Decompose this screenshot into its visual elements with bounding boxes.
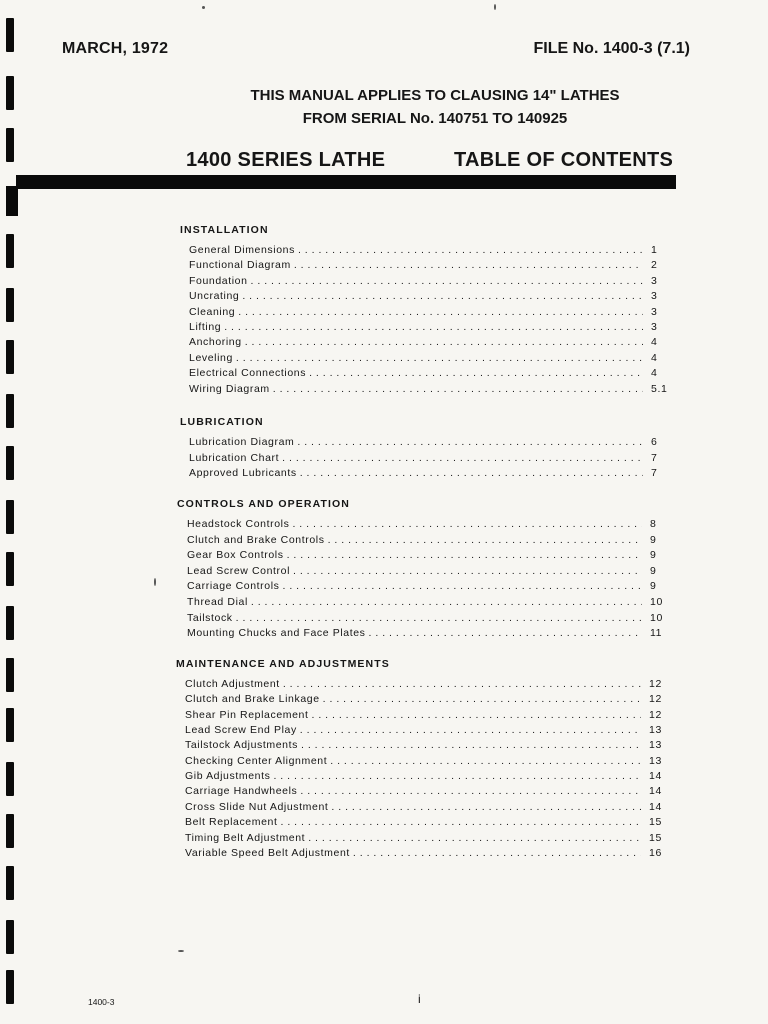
binder-hole-mark [6, 288, 14, 322]
binder-hole-mark [6, 76, 14, 110]
toc-entry-page: 12 [649, 708, 662, 721]
toc-leader-dots [297, 466, 643, 480]
toc-leader-dots [350, 846, 641, 860]
toc-entry [189, 382, 677, 396]
toc-leader-dots [242, 335, 643, 349]
binder-hole-mark [6, 340, 14, 374]
toc-entry-page: 14 [649, 770, 662, 783]
file-number: FILE No. 1400-3 (7.1) [533, 40, 690, 57]
toc-entry-label: Lubrication Chart [189, 451, 280, 464]
toc-entry [185, 846, 675, 860]
toc-entry-label: Tailstock Adjustments [185, 739, 298, 752]
toc-leader-dots [298, 738, 641, 752]
binder-hole-mark [6, 446, 14, 480]
toc-entry-label: Clutch and Brake Controls [187, 533, 325, 546]
toc-entry [189, 243, 677, 257]
toc-entry-page: 13 [649, 754, 662, 767]
toc-entry [185, 677, 675, 691]
series-title: 1400 SERIES LATHE [186, 149, 386, 171]
toc-entry-page: 12 [649, 678, 662, 690]
binder-hole-mark [6, 128, 14, 162]
toc-entry-label: Cross Slide Nut Adjustment [185, 800, 329, 813]
toc-entry-page: 12 [649, 693, 662, 706]
toc-entry-page: 10 [650, 596, 663, 608]
toc-entry-page: 14 [649, 785, 662, 798]
toc-entry-page: 4 [651, 351, 658, 364]
toc-entry-page: 8 [650, 518, 657, 530]
toc-leader-dots [291, 258, 643, 272]
footer-page-number: i [418, 992, 421, 1006]
toc-entry-label: General Dimensions [189, 244, 295, 256]
scan-speck [154, 578, 156, 586]
toc-section-title: MAINTENANCE AND ADJUSTMENTS [176, 658, 390, 670]
toc-entry-page: 9 [650, 533, 657, 546]
toc-entry-label: Uncrating [189, 290, 240, 303]
binder-hole-mark [6, 708, 14, 742]
binder-hole-mark [6, 970, 14, 1004]
toc-entry-page: 13 [649, 739, 662, 752]
toc-leader-dots [366, 626, 642, 640]
toc-entry-page: 9 [650, 549, 657, 562]
binder-hole-mark [6, 606, 14, 640]
toc-entry-label: Checking Center Alignment [185, 754, 328, 767]
toc-entry-page: 5.1 [651, 382, 668, 395]
toc-section-title: INSTALLATION [180, 224, 269, 236]
document-date: MARCH, 1972 [62, 40, 169, 57]
binder-hole-mark [6, 920, 14, 954]
scan-speck [178, 950, 184, 952]
toc-leader-dots [239, 289, 643, 303]
toc-entry-label: Functional Diagram [189, 259, 291, 272]
toc-leader-dots [320, 692, 641, 706]
toc-entry-label: Gear Box Controls [187, 549, 284, 562]
toc-entry-label: Carriage Controls [187, 580, 280, 593]
toc-entry-label: Shear Pin Replacement [185, 708, 309, 721]
toc-entry [189, 258, 677, 272]
toc-entry-page: 16 [649, 846, 662, 859]
toc-entry [189, 305, 677, 319]
applies-line-2: FROM SERIAL No. 140751 TO 140925 [302, 110, 568, 127]
toc-entry-page: 3 [651, 305, 658, 318]
toc-entry-label: Belt Replacement [185, 816, 278, 829]
toc-leader-dots [306, 366, 643, 380]
toc-entry-label: Leveling [189, 351, 233, 364]
binder-hole-mark [6, 394, 14, 428]
toc-leader-dots [289, 517, 642, 531]
toc-entry [187, 548, 676, 562]
toc-entry-label: Gib Adjustments [185, 770, 271, 783]
toc-entry-page: 14 [649, 800, 662, 813]
toc-entry [185, 815, 675, 829]
binder-hole-mark [6, 762, 14, 796]
toc-entry-page: 3 [651, 274, 658, 287]
toc-entry [189, 366, 677, 380]
toc-entry-page: 10 [650, 611, 663, 624]
toc-entry [187, 611, 676, 625]
toc-entry-page: 1 [651, 244, 658, 256]
toc-entry-page: 9 [650, 564, 657, 577]
scan-speck [494, 4, 496, 10]
toc-entry-page: 13 [649, 724, 662, 737]
toc-entry-label: Variable Speed Belt Adjustment [185, 846, 350, 859]
toc-leader-dots [277, 815, 641, 829]
toc-leader-dots [233, 351, 643, 365]
toc-entry-page: 7 [651, 451, 658, 464]
toc-leader-dots [295, 243, 643, 257]
toc-leader-dots [233, 611, 642, 625]
toc-entry-page: 9 [650, 580, 657, 593]
toc-entry-label: Electrical Connections [189, 367, 307, 380]
toc-entry [189, 320, 677, 334]
toc-entry-label: Clutch Adjustment [185, 678, 280, 690]
toc-entry [187, 517, 676, 531]
toc-entry-label: Anchoring [189, 336, 242, 349]
toc-entry-page: 3 [651, 321, 658, 333]
toc-entry-page: 6 [651, 436, 658, 448]
toc-entry [187, 626, 676, 640]
toc-entry-label: Wiring Diagram [189, 382, 270, 395]
toc-entry [185, 723, 675, 737]
toc-entry-label: Tailstock [187, 611, 233, 624]
toc-leader-dots [279, 451, 643, 465]
toc-entry [189, 289, 677, 303]
toc-heading: TABLE OF CONTENTS [454, 149, 674, 171]
title-rule-tail [6, 186, 18, 216]
toc-entry-label: Foundation [189, 274, 248, 287]
toc-entry-page: 15 [649, 831, 662, 844]
toc-entry-page: 15 [649, 816, 662, 829]
toc-entry [185, 692, 675, 706]
applies-line-1: THIS MANUAL APPLIES TO CLAUSING 14" LATHES [250, 87, 620, 104]
toc-section-title: CONTROLS AND OPERATION [177, 498, 350, 510]
toc-leader-dots [290, 564, 642, 578]
toc-entry-page: 4 [651, 367, 658, 380]
toc-entry-label: Cleaning [189, 305, 236, 318]
toc-section-title: LUBRICATION [180, 416, 264, 428]
toc-entry-label: Headstock Controls [187, 518, 290, 530]
toc-entry [189, 351, 677, 365]
footer-doc-number: 1400-3 [88, 997, 115, 1007]
toc-entry [187, 595, 676, 609]
scan-speck [202, 6, 205, 9]
toc-entry-page: 3 [651, 290, 658, 303]
toc-leader-dots [328, 800, 641, 814]
title-rule [16, 175, 676, 189]
toc-leader-dots [248, 595, 642, 609]
toc-entry-page: 11 [650, 627, 663, 640]
toc-leader-dots [309, 708, 642, 722]
toc-entry-label: Lead Screw End Play [185, 724, 297, 737]
toc-leader-dots [280, 677, 641, 691]
toc-leader-dots [270, 769, 641, 783]
binder-hole-mark [6, 234, 14, 268]
binder-hole-mark [6, 658, 14, 692]
toc-entry [185, 784, 675, 798]
toc-entry [187, 564, 676, 578]
binder-hole-mark [6, 552, 14, 586]
toc-entry-label: Lead Screw Control [187, 564, 291, 577]
toc-entry-label: Thread Dial [187, 596, 248, 608]
toc-entry-label: Approved Lubricants [189, 467, 297, 479]
toc-entry [189, 335, 677, 349]
toc-leader-dots [305, 831, 641, 845]
binder-hole-mark [6, 814, 14, 848]
toc-leader-dots [221, 320, 643, 334]
toc-entry-label: Clutch and Brake Linkage [185, 693, 320, 706]
toc-entry [185, 708, 675, 722]
toc-entry [189, 274, 677, 288]
toc-entry [189, 466, 677, 480]
toc-entry-label: Carriage Handwheels [185, 785, 298, 798]
toc-entry [185, 754, 675, 768]
toc-entry-label: Mounting Chucks and Face Plates [187, 627, 366, 640]
toc-entry [187, 533, 676, 547]
toc-entry [189, 451, 677, 465]
toc-entry [185, 738, 675, 752]
toc-entry [187, 579, 676, 593]
toc-leader-dots [235, 305, 643, 319]
toc-entry [185, 769, 675, 783]
toc-entry [189, 435, 677, 449]
toc-entry [185, 800, 675, 814]
binder-hole-mark [6, 18, 14, 52]
toc-leader-dots [270, 382, 643, 396]
toc-leader-dots [284, 548, 642, 562]
toc-leader-dots [297, 723, 641, 737]
toc-entry-page: 7 [651, 467, 658, 479]
toc-leader-dots [325, 533, 642, 547]
toc-leader-dots [294, 435, 643, 449]
toc-entry-label: Lubrication Diagram [189, 436, 295, 448]
toc-leader-dots [279, 579, 642, 593]
toc-leader-dots [248, 274, 643, 288]
toc-entry-label: Timing Belt Adjustment [185, 831, 306, 844]
toc-entry [185, 831, 675, 845]
toc-leader-dots [327, 754, 641, 768]
binder-hole-mark [6, 866, 14, 900]
toc-entry-page: 2 [651, 259, 658, 272]
toc-entry-page: 4 [651, 336, 658, 349]
toc-entry-label: Lifting [189, 321, 222, 333]
toc-leader-dots [297, 784, 641, 798]
binder-hole-mark [6, 500, 14, 534]
